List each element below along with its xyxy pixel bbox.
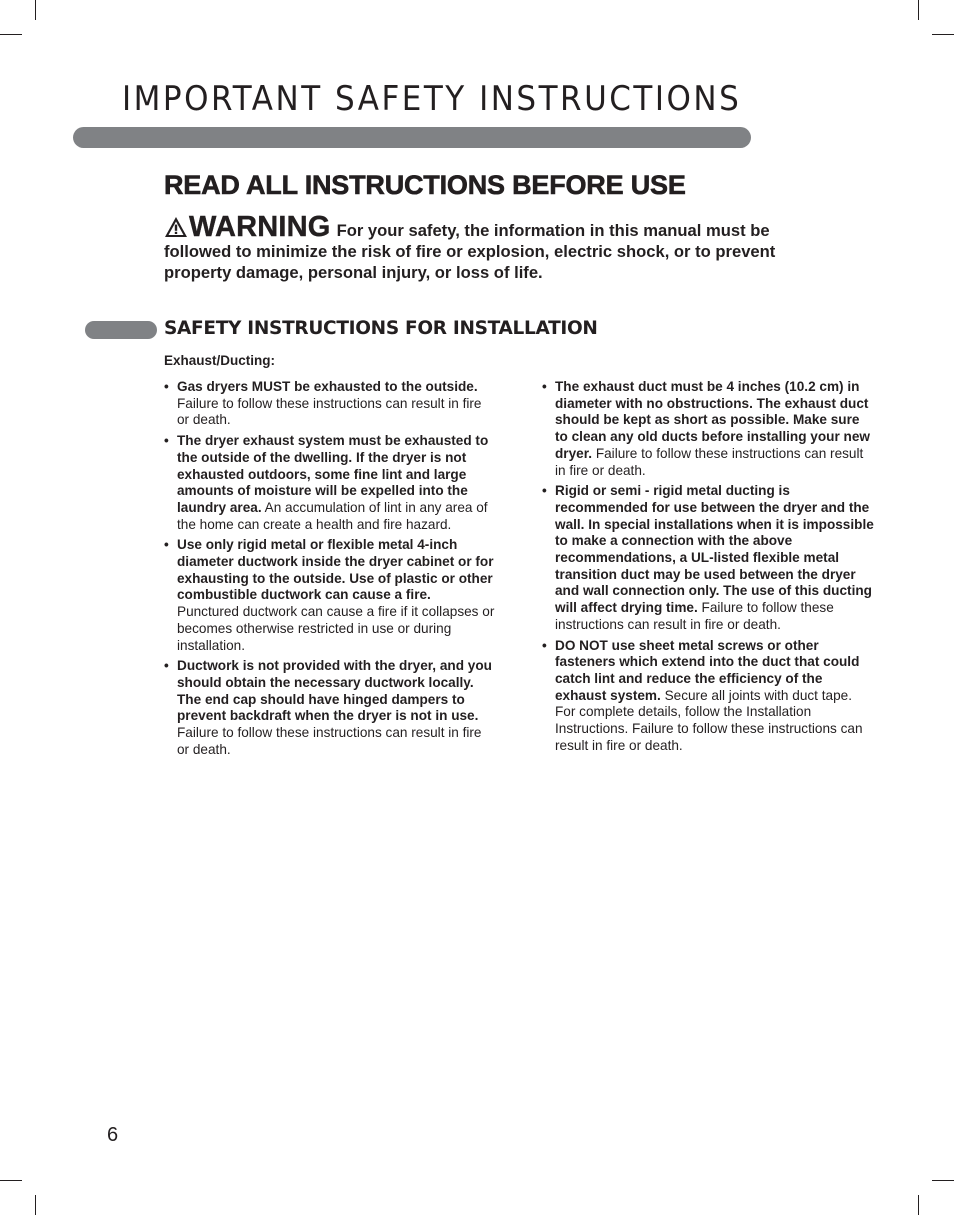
page-number: 6 bbox=[107, 1124, 119, 1146]
crop-mark bbox=[932, 34, 954, 35]
item-normal-text: Failure to follow these instructions can result in fire or death. bbox=[177, 725, 482, 757]
right-column-list bbox=[542, 379, 874, 758]
warning-word: WARNING bbox=[189, 211, 331, 243]
warning-text: For your safety, the information in this manual must be followed to minimize the risk of fire or explosion, electric shock, or to prevent property damage, personal injury, or loss of life. bbox=[164, 221, 776, 282]
item-normal-text: Punctured ductwork can cause a fire if it collapses or becomes otherwise restricted in use or during installation. bbox=[177, 604, 495, 653]
crop-mark bbox=[0, 34, 22, 35]
crop-mark bbox=[932, 1180, 954, 1181]
section-title: SAFETY INSTRUCTIONS FOR INSTALLATION bbox=[164, 318, 598, 339]
crop-mark bbox=[35, 1195, 36, 1215]
section-marker-pill bbox=[85, 321, 157, 339]
bullet: • bbox=[542, 379, 547, 394]
crop-mark bbox=[35, 0, 36, 20]
bullet: • bbox=[164, 379, 169, 394]
item-bold-text: The exhaust duct must be 4 inches (10.2 cm) in diameter with no obstructions. The exhaust duct should be kept as short as possible. Make sure to clean any old ducts before installing your new dryer. bbox=[555, 379, 870, 461]
bullet: • bbox=[164, 658, 169, 674]
item-normal-text: Secure all joints with duct tape. For complete details, follow the Installation Instructions. Failure to follow these instructions can result in fire or death. bbox=[555, 687, 863, 753]
item-bold-text: Gas dryers MUST be exhausted to the outside. bbox=[177, 379, 478, 394]
item-bold-text: Use only rigid metal or flexible metal 4-inch diameter ductwork inside the dryer cabinet or for exhausting to the outside. Use of plastic or other combustible ductwork can cause a fire. bbox=[177, 537, 494, 603]
list-item bbox=[164, 537, 496, 654]
crop-mark bbox=[0, 1180, 22, 1181]
list-item bbox=[542, 379, 874, 479]
item-normal-text: Failure to follow these instructions can result in fire or death. bbox=[555, 600, 834, 632]
warning-triangle-icon bbox=[164, 216, 188, 238]
page-title: IMPORTANT SAFETY INSTRUCTIONS bbox=[122, 80, 742, 119]
read-all-heading: READ ALL INSTRUCTIONS BEFORE USE bbox=[164, 170, 686, 200]
list-item bbox=[542, 638, 874, 755]
bullet: • bbox=[164, 433, 169, 449]
bullet: • bbox=[542, 483, 547, 499]
item-bold-text: DO NOT use sheet metal screws or other fasteners which extend into the duct that could catch lint and reduce the efficiency of the exhaust system. bbox=[555, 637, 860, 703]
bullet: • bbox=[164, 537, 169, 553]
warning-block bbox=[164, 211, 824, 283]
list-item bbox=[542, 483, 874, 633]
list-item bbox=[164, 433, 496, 533]
item-normal-text: Failure to follow these instructions can result in fire or death. bbox=[555, 445, 864, 478]
list-item bbox=[164, 658, 496, 758]
item-bold-text: Ductwork is not provided with the dryer, and you should obtain the necessary ductwork locally. The end cap should have hinged dampers to prevent backdraft when the dryer is not in use. bbox=[177, 658, 492, 724]
item-normal-text: Failure to follow these instructions can result in fire or death. bbox=[177, 395, 482, 428]
left-column-list bbox=[164, 379, 496, 762]
crop-mark bbox=[918, 0, 919, 20]
crop-mark bbox=[918, 1195, 919, 1215]
bullet: • bbox=[542, 637, 547, 653]
subheading-exhaust-ducting: Exhaust/Ducting: bbox=[164, 353, 276, 368]
title-divider-bar bbox=[73, 127, 751, 148]
item-bold-text: Rigid or semi - rigid metal ducting is recommended for use between the dryer and the wall. In special installations when it is impossible to make a connection with the above recommendations, a UL-listed flexible metal transition duct may be used between the dryer and wall connection only. The use of this ducting will affect drying time. bbox=[555, 483, 874, 616]
list-item bbox=[164, 379, 496, 429]
item-bold-text: The dryer exhaust system must be exhausted to the outside of the dwelling. If the dryer is not exhausted outdoors, some fine lint and large amounts of moisture will be expelled into the laundry area. bbox=[177, 433, 489, 515]
item-normal-text: An accumulation of lint in any area of the home can create a health and fire hazard. bbox=[177, 499, 488, 532]
warning-label bbox=[164, 211, 331, 243]
